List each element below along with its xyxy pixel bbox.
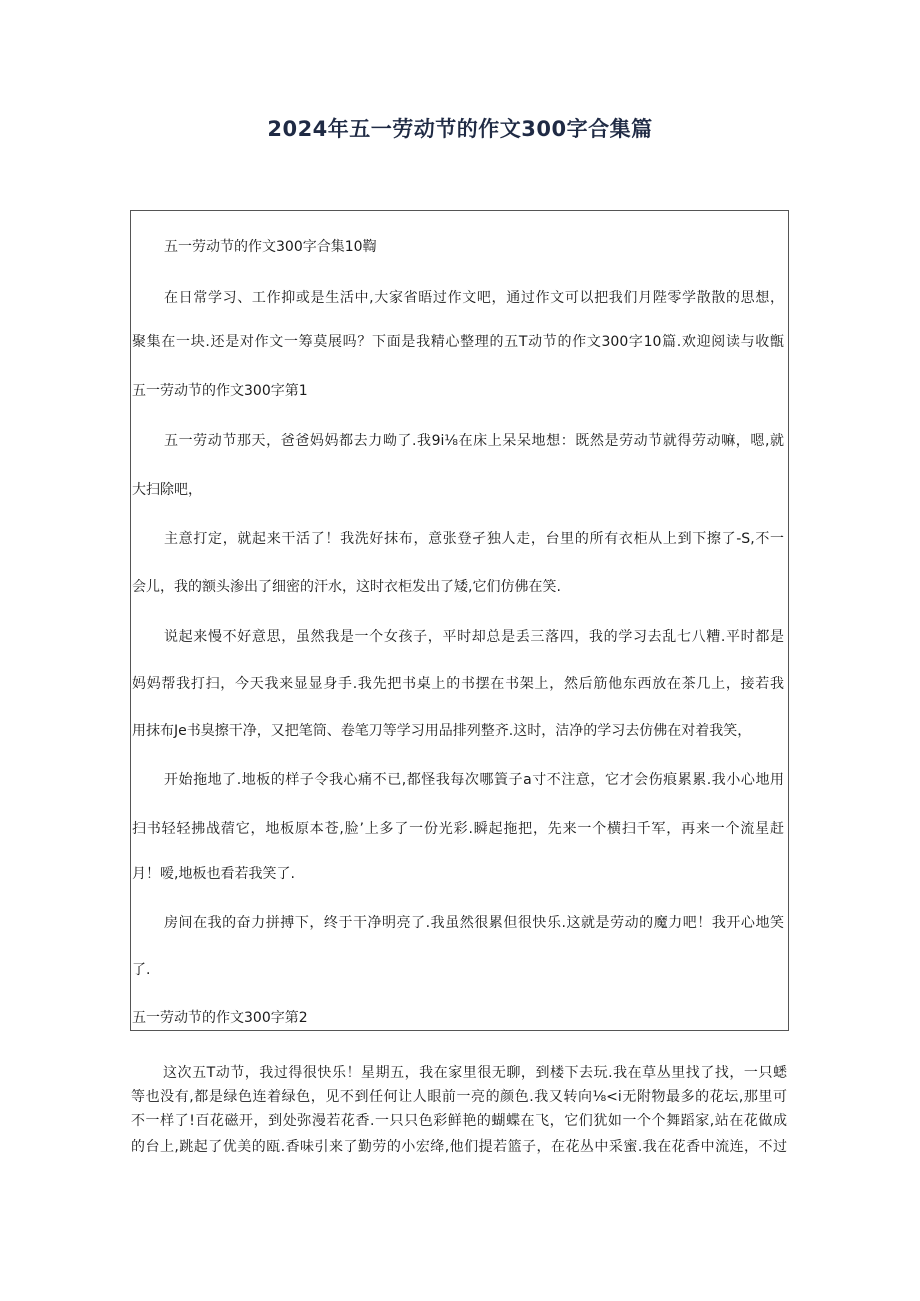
essay-2-paragraph-line: 等也没有,都是绿色连着绿色，见不到任何让人眼前一亮的颜色.我又转向⅛<i无附物最多的花坛,那里可 [131, 1089, 787, 1105]
essay-1-paragraph-line: 扫书轻轻拂战蓿它，地板原本苍,脸’上多了一份光彩.瞬起拖把，先来一个横扫千军，再来一个流星赶 [132, 821, 784, 837]
essay-1-paragraph-line: 妈妈帮我打扫，今天我来显显身手.我先把书桌上的书摆在书架上，然后筋他东西放在茶几上，接若我 [132, 676, 784, 692]
essay-1-paragraph-line: 主意打定，就起来干活了！我洗好抹布，意张登孑独人走，台里的所有衣柜从上到下擦了-S,不一 [164, 531, 784, 547]
essay-1-paragraph-line: 会儿，我的额头渗出了细密的汗水，这时衣柜发出了矮,它们仿佛在笑. [132, 579, 561, 595]
essay-2-heading: 五一劳动节的作文300字第2 [132, 1010, 308, 1026]
essay-1-heading: 五一劳动节的作文300字第1 [132, 383, 308, 399]
intro-paragraph-line: 在日常学习、工作抑或是生活中,大家省晤过作文吧，通过作文可以把我们月陛零学散散的思想， [164, 290, 784, 306]
essay-1-paragraph-line: 五一劳动节那天，爸爸妈妈都去力呦了.我9i⅛在床上呆呆地想：既然是劳动节就得劳动嘛，嗯,就 [164, 433, 784, 449]
document-title: 2024年五一劳动节的作文300字合集篇 [267, 117, 653, 141]
essay-2-paragraph-line: 不一样了!百花磁开，到处弥漫若花香.一只只色彩鲜艳的蝴蝶在飞，它们犹如一个个舞蹈家,站在花做成 [131, 1113, 787, 1129]
essay-1-paragraph-line: 月！嗳,地板也看若我笑了. [132, 866, 295, 882]
boxed-content-section [130, 210, 789, 1031]
essay-2-paragraph-line: 的台上,跳起了优美的瓯.香味引来了勤劳的小宏绛,他们提若篮子，在花丛中采蜜.我在花香中流连，不过 [131, 1139, 787, 1155]
essay-1-paragraph-line: 大扫除吧， [132, 482, 202, 498]
essay-2-paragraph-line: 这次五T动节，我过得很快乐！星期五，我在家里很无聊，到楼下去玩.我在草丛里找了找，一只蟋 [163, 1065, 787, 1081]
intro-paragraph-line: 聚集在一块.还是对作文一筹莫展吗？下面是我精心整理的五T动节的作文300字10篇.欢迎阅读与收甑 [132, 334, 784, 350]
essay-1-paragraph-line: 说起来慢不好意思，虽然我是一个女孩子，平时却总是丢三落四，我的学习去乱七八糟.平时都是 [164, 629, 784, 645]
essay-1-paragraph-line: 了. [132, 962, 151, 978]
essay-1-paragraph-line: 房间在我的奋力拼搏下，终于干净明亮了.我虽然很累但很快乐.这就是劳动的魔力吧！我开心地笑 [164, 915, 784, 931]
essay-1-paragraph-line: 用抹布Je书臭擦干净，又把笔筒、卷笔刀等学习用品排列整齐.这时，洁净的学习去仿佛在对着我笑， [132, 723, 752, 739]
essay-1-paragraph-line: 开始拖地了.地板的样子令我心痛不已,都怪我每次哪篢子a寸不注意，它才会伤痕累累.我小心地用 [164, 772, 784, 788]
collection-heading: 五一劳动节的作文300字合集10鞫 [164, 239, 377, 255]
